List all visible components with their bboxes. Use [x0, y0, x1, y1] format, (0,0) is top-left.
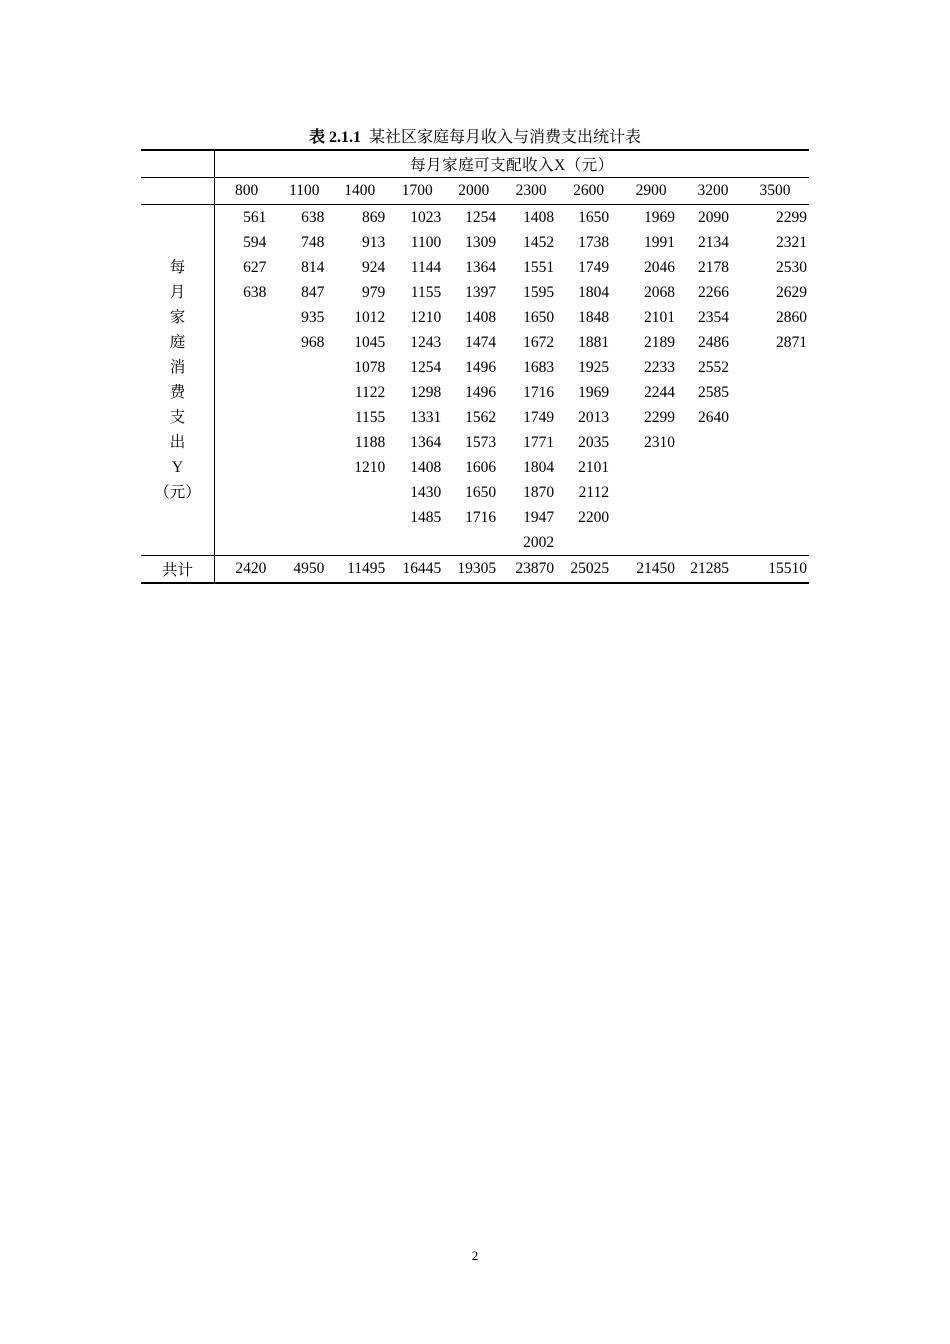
- y-value-cell: 2101: [644, 308, 676, 326]
- table-number: 表 2.1.1: [308, 129, 361, 146]
- x-value-cell: 1100: [278, 178, 330, 205]
- y-value-cell: [278, 530, 330, 556]
- y-value-cell: 1188: [354, 433, 386, 451]
- y-value-cell: [685, 480, 741, 505]
- total-value-cell: 23870: [502, 556, 560, 584]
- y-value-cell: 638: [278, 205, 330, 231]
- table-row: [141, 205, 809, 231]
- y-value-cell: [741, 530, 809, 556]
- table-row: [141, 480, 809, 505]
- x-value-cell: 1700: [389, 178, 445, 205]
- total-value-cell: 21285: [685, 556, 741, 584]
- y-value-cell: 1254: [445, 205, 502, 231]
- y-label-char: 月: [169, 284, 186, 301]
- total-value-cell: 2420: [214, 556, 278, 584]
- y-value-cell: 1210: [354, 458, 386, 476]
- y-value-cell: 1870: [523, 483, 555, 501]
- y-label-char: 费: [169, 384, 186, 401]
- table-row: [141, 530, 809, 556]
- y-value-cell: [741, 455, 809, 480]
- y-value-cell: [685, 455, 741, 480]
- y-value-cell: [214, 455, 278, 480]
- y-value-cell: [741, 355, 809, 380]
- y-value-cell: [278, 455, 330, 480]
- y-value-cell: [214, 480, 278, 505]
- y-value-cell: [278, 355, 330, 380]
- header-title: 每月家庭可支配收入X（元）: [410, 157, 614, 174]
- y-value-cell: [445, 530, 502, 556]
- y-value-cell: 2299: [644, 408, 676, 426]
- y-value-cell: [214, 530, 278, 556]
- table-row: [141, 255, 809, 280]
- y-value-cell: 1122: [354, 383, 386, 401]
- y-value-cell: [617, 530, 685, 556]
- y-value-cell: [617, 480, 685, 505]
- y-value-cell: 2640: [698, 408, 730, 426]
- total-value-cell: 19305: [445, 556, 502, 584]
- y-value-cell: 1408: [465, 308, 497, 326]
- y-value-cell: 1155: [410, 283, 442, 301]
- y-value-cell: 1474: [465, 333, 497, 351]
- y-value-cell: 1309: [465, 233, 497, 251]
- y-value-cell: 1606: [465, 458, 497, 476]
- x-value-cell: 3200: [685, 178, 741, 205]
- y-value-cell: 2189: [644, 333, 676, 351]
- y-value-cell: 2035: [578, 433, 610, 451]
- y-value-cell: 2299: [741, 205, 809, 231]
- total-value-cell: 11495: [330, 556, 389, 584]
- y-value-cell: 1496: [465, 358, 497, 376]
- total-value-cell: 21450: [617, 556, 685, 584]
- y-label-char: 支: [169, 409, 186, 426]
- y-value-cell: 1749: [523, 408, 555, 426]
- header-stub: [141, 150, 214, 178]
- y-value-cell: 1716: [523, 383, 555, 401]
- y-value-cell: 1254: [410, 358, 442, 376]
- table-row: [141, 355, 809, 380]
- x-value-cell: 800: [214, 178, 278, 205]
- y-value-cell: 1749: [578, 258, 610, 276]
- y-value-cell: 2244: [644, 383, 676, 401]
- y-value-cell: [741, 430, 809, 455]
- x-value-cell: 1400: [330, 178, 389, 205]
- y-value-cell: [560, 530, 617, 556]
- y-value-cell: 1012: [354, 308, 386, 326]
- y-value-cell: 2200: [578, 508, 610, 526]
- total-value-cell: 25025: [560, 556, 617, 584]
- y-value-cell: 2178: [698, 258, 730, 276]
- y-value-cell: 1023: [389, 205, 445, 231]
- y-value-cell: 1364: [465, 258, 497, 276]
- table-row: [141, 405, 809, 430]
- y-value-cell: [617, 505, 685, 530]
- y-value-cell: 935: [301, 308, 325, 326]
- total-value-cell: 16445: [389, 556, 445, 584]
- y-value-cell: 1045: [354, 333, 386, 351]
- y-value-cell: 1672: [523, 333, 555, 351]
- y-value-cell: 1452: [523, 233, 555, 251]
- y-value-cell: 1397: [465, 283, 497, 301]
- y-value-cell: 1485: [410, 508, 442, 526]
- y-value-cell: [278, 480, 330, 505]
- y-value-cell: 2629: [776, 283, 807, 301]
- y-value-cell: 2266: [698, 283, 730, 301]
- y-value-cell: 1804: [578, 283, 610, 301]
- table-row: [141, 380, 809, 405]
- y-value-cell: 1716: [465, 508, 497, 526]
- y-value-cell: [278, 505, 330, 530]
- total-label: 共计: [141, 556, 214, 584]
- y-value-cell: 2233: [644, 358, 676, 376]
- y-value-cell: 2310: [644, 433, 676, 451]
- y-value-cell: [214, 380, 278, 405]
- table-row: [141, 330, 809, 355]
- table-title: 某社区家庭每月收入与消费支出统计表: [369, 129, 642, 146]
- y-value-cell: 1947: [523, 508, 555, 526]
- y-label-char: 庭: [169, 334, 186, 351]
- y-value-cell: [214, 305, 278, 330]
- y-label-char: 每: [169, 259, 186, 276]
- y-value-cell: [214, 430, 278, 455]
- y-value-cell: 1848: [578, 308, 610, 326]
- y-value-cell: 1155: [354, 408, 386, 426]
- y-value-cell: [330, 505, 389, 530]
- y-value-cell: 1551: [523, 258, 555, 276]
- y-value-cell: 2321: [776, 233, 807, 251]
- y-value-cell: 814: [301, 258, 325, 276]
- y-value-cell: 1078: [354, 358, 386, 376]
- y-value-cell: 1683: [523, 358, 555, 376]
- x-value-cell: 2000: [445, 178, 502, 205]
- y-value-cell: 1804: [523, 458, 555, 476]
- y-value-cell: 1650: [560, 205, 617, 231]
- y-value-cell: 2552: [698, 358, 730, 376]
- y-value-cell: [685, 530, 741, 556]
- table-row: [141, 305, 809, 330]
- y-value-cell: 2530: [776, 258, 807, 276]
- y-value-cell: 869: [330, 205, 389, 231]
- y-value-cell: [330, 530, 389, 556]
- y-value-cell: 2486: [698, 333, 730, 351]
- y-value-cell: [278, 405, 330, 430]
- y-value-cell: 1144: [410, 258, 442, 276]
- y-value-cell: [685, 430, 741, 455]
- x-value-cell: 3500: [741, 178, 809, 205]
- y-value-cell: 1430: [410, 483, 442, 501]
- y-value-cell: 2046: [644, 258, 676, 276]
- y-value-cell: 2860: [776, 308, 807, 326]
- table-caption: [0, 124, 950, 147]
- y-value-cell: 748: [301, 233, 325, 251]
- x-value-cell: 2900: [617, 178, 685, 205]
- y-value-cell: [741, 380, 809, 405]
- y-value-cell: [278, 430, 330, 455]
- y-value-cell: 594: [243, 233, 267, 251]
- y-value-cell: 627: [243, 258, 267, 276]
- y-value-cell: 2134: [698, 233, 730, 251]
- income-consumption-table: [141, 149, 809, 584]
- y-value-cell: 1969: [617, 205, 685, 231]
- y-value-cell: 1408: [410, 458, 442, 476]
- y-value-cell: 1408: [502, 205, 560, 231]
- y-value-cell: [617, 455, 685, 480]
- y-value-cell: 1650: [523, 308, 555, 326]
- y-value-cell: 2101: [578, 458, 610, 476]
- y-value-cell: 1100: [410, 233, 442, 251]
- y-value-cell: 847: [301, 283, 325, 301]
- y-value-cell: 2002: [523, 533, 555, 551]
- header-row-x-values: [141, 178, 809, 205]
- y-value-cell: [741, 505, 809, 530]
- y-value-cell: 1969: [578, 383, 610, 401]
- x-value-cell: 2300: [502, 178, 560, 205]
- y-value-cell: 1595: [523, 283, 555, 301]
- y-value-cell: 1573: [465, 433, 497, 451]
- page-number: 2: [471, 1248, 479, 1263]
- y-value-cell: [214, 330, 278, 355]
- y-value-cell: 1925: [578, 358, 610, 376]
- table-row: [141, 280, 809, 305]
- y-value-cell: [278, 380, 330, 405]
- y-value-cell: 2090: [685, 205, 741, 231]
- y-value-cell: 968: [301, 333, 325, 351]
- total-value-cell: 15510: [741, 556, 809, 584]
- y-value-cell: 913: [362, 233, 386, 251]
- y-value-cell: 1881: [578, 333, 610, 351]
- y-value-cell: 924: [362, 258, 386, 276]
- table-row: [141, 430, 809, 455]
- y-value-cell: 561: [214, 205, 278, 231]
- y-value-cell: 638: [243, 283, 267, 301]
- y-label-char: （元）: [154, 484, 201, 501]
- y-value-cell: 2354: [698, 308, 730, 326]
- y-value-cell: 1771: [523, 433, 555, 451]
- x-value-cell: 2600: [560, 178, 617, 205]
- y-value-cell: [214, 505, 278, 530]
- total-value-cell: 4950: [278, 556, 330, 584]
- y-value-cell: 1738: [578, 233, 610, 251]
- y-value-cell: 1496: [465, 383, 497, 401]
- y-value-cell: 1210: [410, 308, 442, 326]
- y-value-cell: 979: [362, 283, 386, 301]
- y-value-cell: 1991: [644, 233, 676, 251]
- y-value-cell: 1364: [410, 433, 442, 451]
- table-row: [141, 230, 809, 255]
- y-label-char: 出: [169, 434, 186, 451]
- table-row: [141, 455, 809, 480]
- y-value-cell: 2013: [578, 408, 610, 426]
- header-stub-x: [141, 178, 214, 205]
- y-value-cell: [389, 530, 445, 556]
- y-value-cell: [214, 405, 278, 430]
- y-value-cell: 1243: [410, 333, 442, 351]
- header-row-title: [141, 150, 809, 178]
- table-row: [141, 505, 809, 530]
- y-label-char: 家: [169, 309, 186, 326]
- y-value-cell: 1650: [465, 483, 497, 501]
- y-value-cell: 2068: [644, 283, 676, 301]
- y-value-cell: 1331: [410, 408, 442, 426]
- y-value-cell: 1298: [410, 383, 442, 401]
- y-label-char: Y: [171, 459, 184, 476]
- y-value-cell: 2112: [578, 483, 610, 501]
- y-axis-label: [141, 205, 214, 556]
- y-value-cell: [685, 505, 741, 530]
- y-value-cell: 2871: [776, 333, 807, 351]
- y-value-cell: [330, 480, 389, 505]
- y-value-cell: 2585: [698, 383, 730, 401]
- y-label-char: 消: [169, 359, 186, 376]
- y-value-cell: [741, 480, 809, 505]
- y-value-cell: [214, 355, 278, 380]
- y-value-cell: 1562: [465, 408, 497, 426]
- y-value-cell: [741, 405, 809, 430]
- total-row: [141, 556, 809, 584]
